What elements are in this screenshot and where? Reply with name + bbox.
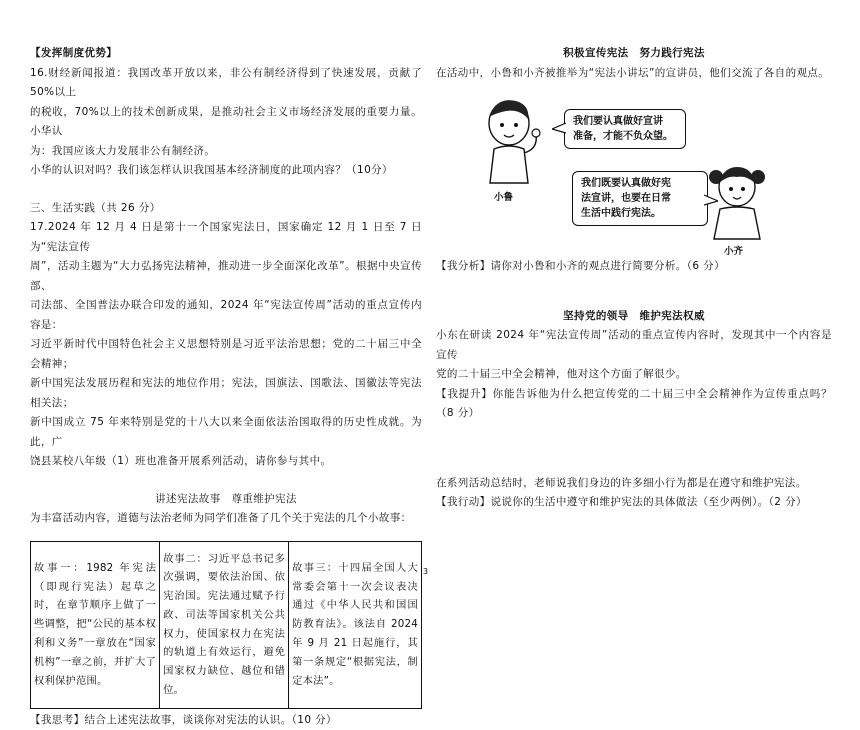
party-line-2: 党的二十届三中全会精神，他对这个方面了解很少。 — [436, 368, 687, 380]
story-three-cell: 故事三：十四届全国人大常委会第十一次会议表决通过《中华人民共和国国防教育法》。该法自 2024 年 9 月 21 日起施行，其第一条规定“根据宪法，制定本法”。 — [289, 541, 422, 708]
action-prompt: 【我行动】说说你的生活中遵守和维护宪法的具体做法（至少两例）。（2 分） — [436, 496, 807, 508]
bubble-xiaolu-line-1: 我们要认真做好宣讲 — [573, 116, 663, 127]
subsection-constitution-stories-title: 讲述宪法故事 尊重维护宪法 — [155, 492, 297, 505]
bubble-xiaoqi-line-3: 生活中践行宪法。 — [581, 208, 661, 219]
page-number: 3 — [423, 567, 429, 576]
party-line-1: 小东在研读 2024 年“宪法宣传周”活动的重点宣传内容时，发现其中一个内容是宣传 — [436, 329, 832, 361]
q17-line-4: 习近平新时代中国特色社会主义思想特别是习近平法治思想；党的二十届三中全会精神； — [30, 338, 422, 370]
q17-line-1: 17.2024 年 12 月 4 日是第十一个国家宪法日，国家确定 12 月 1 日至 7 日为“宪法宣传 — [30, 221, 422, 253]
think-prompt: 【我思考】结合上述宪法故事，谈谈你对宪法的认识。（10 分） — [30, 713, 337, 726]
q17-line-5: 新中国宪法发展历程和宪法的地位作用；宪法，国旗法、国歌法、国徽法等宪法相关法； — [30, 377, 422, 409]
name-xiaolu: 小鲁 — [494, 192, 514, 203]
subsection-promote-constitution-title: 积极宣传宪法 努力践行宪法 — [563, 47, 705, 59]
stories-row — [31, 541, 422, 708]
section3-title: 三、生活实践（共 26 分） — [30, 201, 161, 214]
bubble-pointer-icon — [552, 121, 566, 135]
q17-line-6: 新中国成立 75 年来特别是党的十八大以来全面依法治国取得的历史性成就。为此，广 — [30, 416, 422, 448]
improve-prompt: 【我提升】你能告诉他为什么把宣传党的二十届三中全会精神作为宣传重点吗？（8 分） — [436, 387, 832, 419]
right-column — [436, 44, 832, 513]
q17-line-2: 周”，活动主题为“大力弘扬宪法精神，推动进一步全面深化改革”。根据中央宣传部、 — [30, 260, 422, 292]
q16-line-2: 的税收，70%以上的技术创新成果，是推动社会主义市场经济发展的重要力量。小华认 — [30, 105, 422, 137]
story-two-cell: 故事二：习近平总书记多次强调，要依法治国、依宪治国。宪法通过赋予行政、司法等国家机关公共权力，使国家权力在宪法的轨道上有效运行，避免国家权力缺位、越位和错位。 — [160, 541, 289, 708]
dialogue-illustration — [436, 89, 832, 257]
q16-line-1: 16.财经新闻报道：我国改革开放以来，非公有制经济得到了快速发展，贡献了 50%以上 — [30, 66, 422, 98]
story-one-cell: 故事一：1982 年宪法（即现行宪法）起草之时，在章节顺序上做了一些调整，把“公民的基本权利和义务”一章放在“国家机构”一章之前，并扩大了权利保护范围。 — [31, 541, 160, 708]
bubble-pointer-icon — [704, 193, 718, 207]
speech-bubble-xiaoqi — [572, 171, 708, 226]
subsection-party-leadership-title: 坚持党的领导 维护宪法权威 — [563, 309, 705, 322]
heading-institutional-advantage: 【发挥制度优势】 — [30, 47, 118, 59]
q16-line-4: 小华的认识对吗？我们该怎样认识我国基本经济制度的此项内容？（10分） — [30, 164, 393, 176]
closing-line: 在系列活动总结时，老师说我们身边的许多细小行为都是在遵守和维护宪法。 — [436, 476, 807, 489]
analyze-prompt: 【我分析】请你对小鲁和小齐的观点进行简要分析。（6 分） — [436, 260, 725, 272]
left-column — [30, 44, 422, 730]
boy-figure-icon — [476, 93, 546, 185]
name-xiaoqi: 小齐 — [724, 246, 744, 257]
promote-intro: 在活动中，小鲁和小齐被推举为“宪法小讲坛”的宣讲员，他们交流了各自的观点。 — [436, 66, 830, 79]
stories-table — [30, 541, 422, 709]
q17-line-3: 司法部、全国普法办联合印发的通知，2024 年“宪法宣传周”活动的重点宣传内容是： — [30, 299, 422, 331]
bubble-xiaoqi-line-2: 法宣讲，也要在日常 — [581, 193, 671, 204]
bubble-xiaolu-line-2: 准备，才能不负众望。 — [573, 131, 673, 142]
speech-bubble-xiaolu — [564, 109, 686, 149]
stories-intro: 为丰富活动内容，道德与法治老师为同学们准备了几个关于宪法的几个小故事： — [30, 512, 412, 524]
bubble-xiaoqi-line-1: 我们既要认真做好宪 — [581, 178, 671, 189]
q16-line-3: 为：我国应该大力发展非公有制经济。 — [30, 144, 216, 157]
q17-line-7: 饶县某校八年级（1）班也准备开展系列活动，请你参与其中。 — [30, 455, 332, 467]
